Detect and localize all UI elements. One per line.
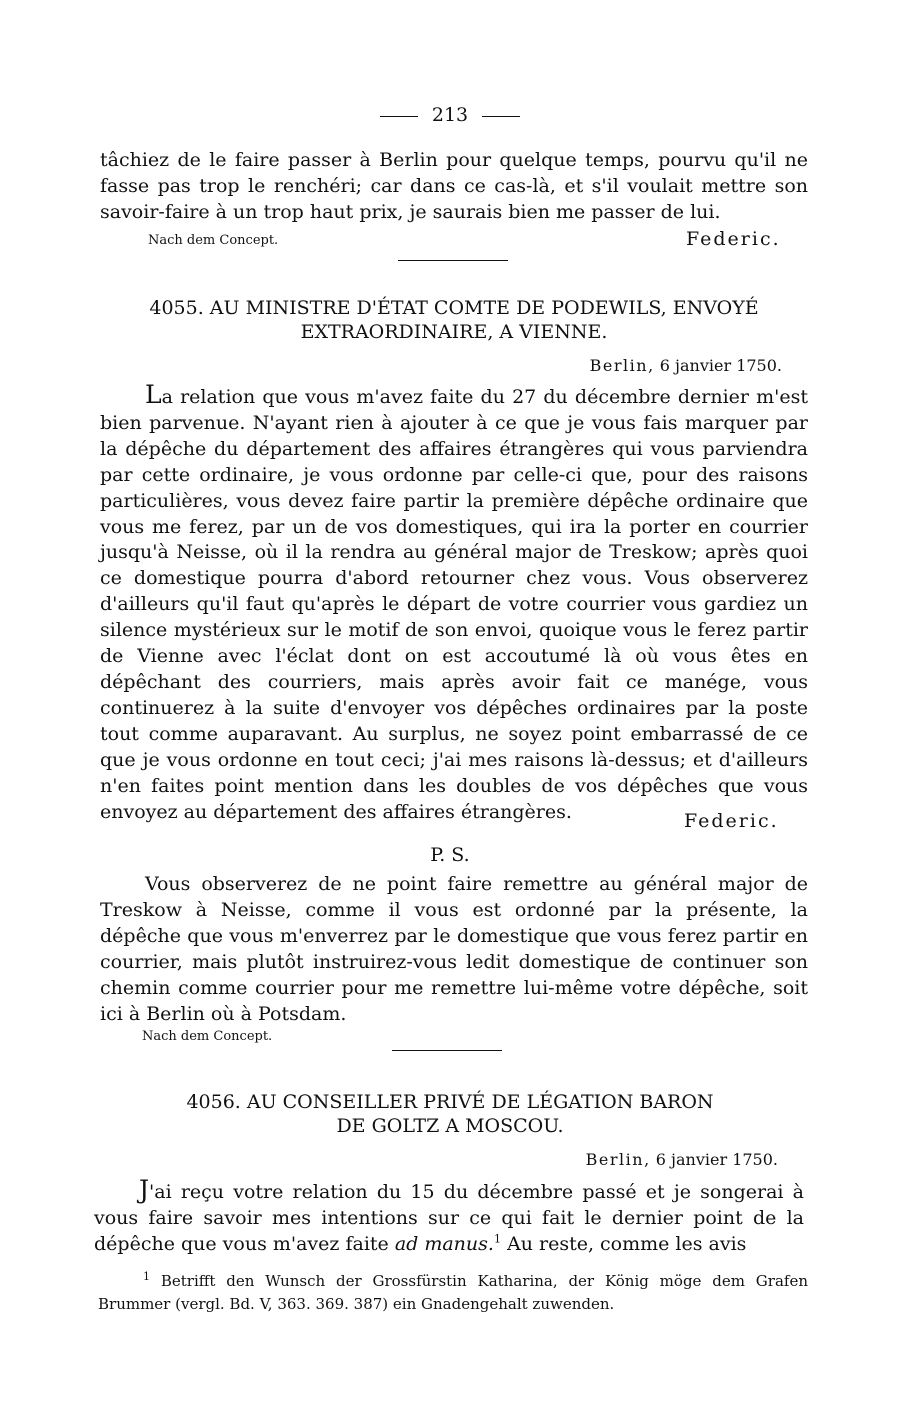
dash-right <box>482 116 520 117</box>
body-4056-text-b: Au reste, comme les avis <box>500 1232 747 1255</box>
body-4055 <box>100 382 808 825</box>
footnote-ref: 1 <box>493 1232 501 1246</box>
page-number-line <box>0 100 900 130</box>
date-4055-place: Berlin, <box>589 356 655 375</box>
footnote-text: Betrifft den Wunsch der Grossfürstin Katharina, der König möge dem Grafen Brummer (vergl. Bd. V, 363. 369. 387) ein Gnadengehalt zuwenden. <box>98 1272 808 1313</box>
initial-4056: J <box>139 1175 150 1204</box>
footnote <box>98 1270 808 1316</box>
date-4056-rest: 6 janvier 1750. <box>655 1150 778 1169</box>
date-4056-place: Berlin, <box>585 1150 651 1169</box>
heading-4055-line2: EXTRAORDINAIRE, A VIENNE. <box>300 321 608 343</box>
heading-4056-line1: 4056. AU CONSEILLER PRIVÉ DE LÉGATION BARON <box>186 1091 714 1113</box>
date-4055-rest: 6 janvier 1750. <box>659 356 782 375</box>
ps-body: Vous observerez de ne point faire remettre au général major de Treskow à Neisse, comme il vous est ordonné par la présente, la dépêche que vous m'enverrez par le domestique que vous ferez partir en courrier, mais plutôt instruirez-vous ledit domestique de continuer son chemin comme courrier pour me remettre lui-même votre dépêche, soit ici à Berlin où à Potsdam. <box>100 873 808 1025</box>
body-4056-italic: ad manus. <box>394 1232 494 1255</box>
signature-4055: Federic. <box>684 810 779 832</box>
initial-4055: L <box>145 380 162 409</box>
signature-prev: Federic. <box>686 228 781 250</box>
heading-4056 <box>96 1090 804 1138</box>
previous-letter-tail: tâchiez de le faire passer à Berlin pour quelque temps, pourvu qu'il ne fasse pas trop le renchéri; car dans ce cas-là, et s'il voulait mettre son savoir-faire à un trop haut prix, je saurais bien me passer de lui. <box>100 149 808 223</box>
heading-4055-line1: 4055. AU MINISTRE D'ÉTAT COMTE DE PODEWILS, ENVOYÉ <box>149 297 759 319</box>
date-4055 <box>590 356 782 375</box>
separator-rule-1 <box>398 260 508 261</box>
ps-label: P. S. <box>430 844 470 866</box>
date-4056 <box>586 1150 778 1169</box>
source-note-prev: Nach dem Concept. <box>148 233 279 248</box>
heading-4055 <box>100 296 808 344</box>
separator-rule-2 <box>392 1050 502 1051</box>
body-4056-text-a: 'ai reçu votre relation du 15 du décembre passé et je songerai à vous faire savoir mes intentions sur ce qui fait le dernier point de la dépêche que vous m'avez faite <box>94 1181 804 1255</box>
footnote-mark: 1 <box>143 1270 150 1283</box>
dash-left <box>380 116 418 117</box>
heading-4056-line2: DE GOLTZ A MOSCOU. <box>336 1115 564 1137</box>
body-4055-text: a relation que vous m'avez faite du 27 du décembre dernier m'est bien parvenue. N'ayant rien à ajouter à ce que je vous fais marquer par la dépêche du département des affaires étrangères qui vous parviendra par cette ordinaire, je vous ordonne par celle-ci que, pour des raisons particulières, vous devez faire partir la première dépêche ordinaire que vous me ferez, par un de vos domestiques, qui ira la porter en courrier jusqu'à Neisse, où il la rendra au général major de Treskow; après quoi ce domestique pourra d'abord retourner chez vous. Vous observerez d'ailleurs qu'il faut qu'après le départ de votre courrier vous gardiez un silence mystérieux sur le motif de son envoi, quoique vous le ferez partir de Vienne avec l'éclat dont on est accoutumé là où vous êtes en dépêchant des courriers, mais après avoir fait ce manége, vous continuerez à la suite d'envoyer vos dépêches ordinaires par la poste tout comme auparavant. Au surplus, ne soyez point embarrassé de ce que je vous ordonne en tout ceci; j'ai mes raisons là-dessus; et d'ailleurs n'en faites point mention dans les doubles de vos dépêches que vous envoyez au département des affaires étrangères. <box>100 386 808 823</box>
body-4056 <box>94 1177 804 1258</box>
source-note-4055: Nach dem Concept. <box>142 1029 273 1044</box>
page-number: 213 <box>431 104 469 126</box>
